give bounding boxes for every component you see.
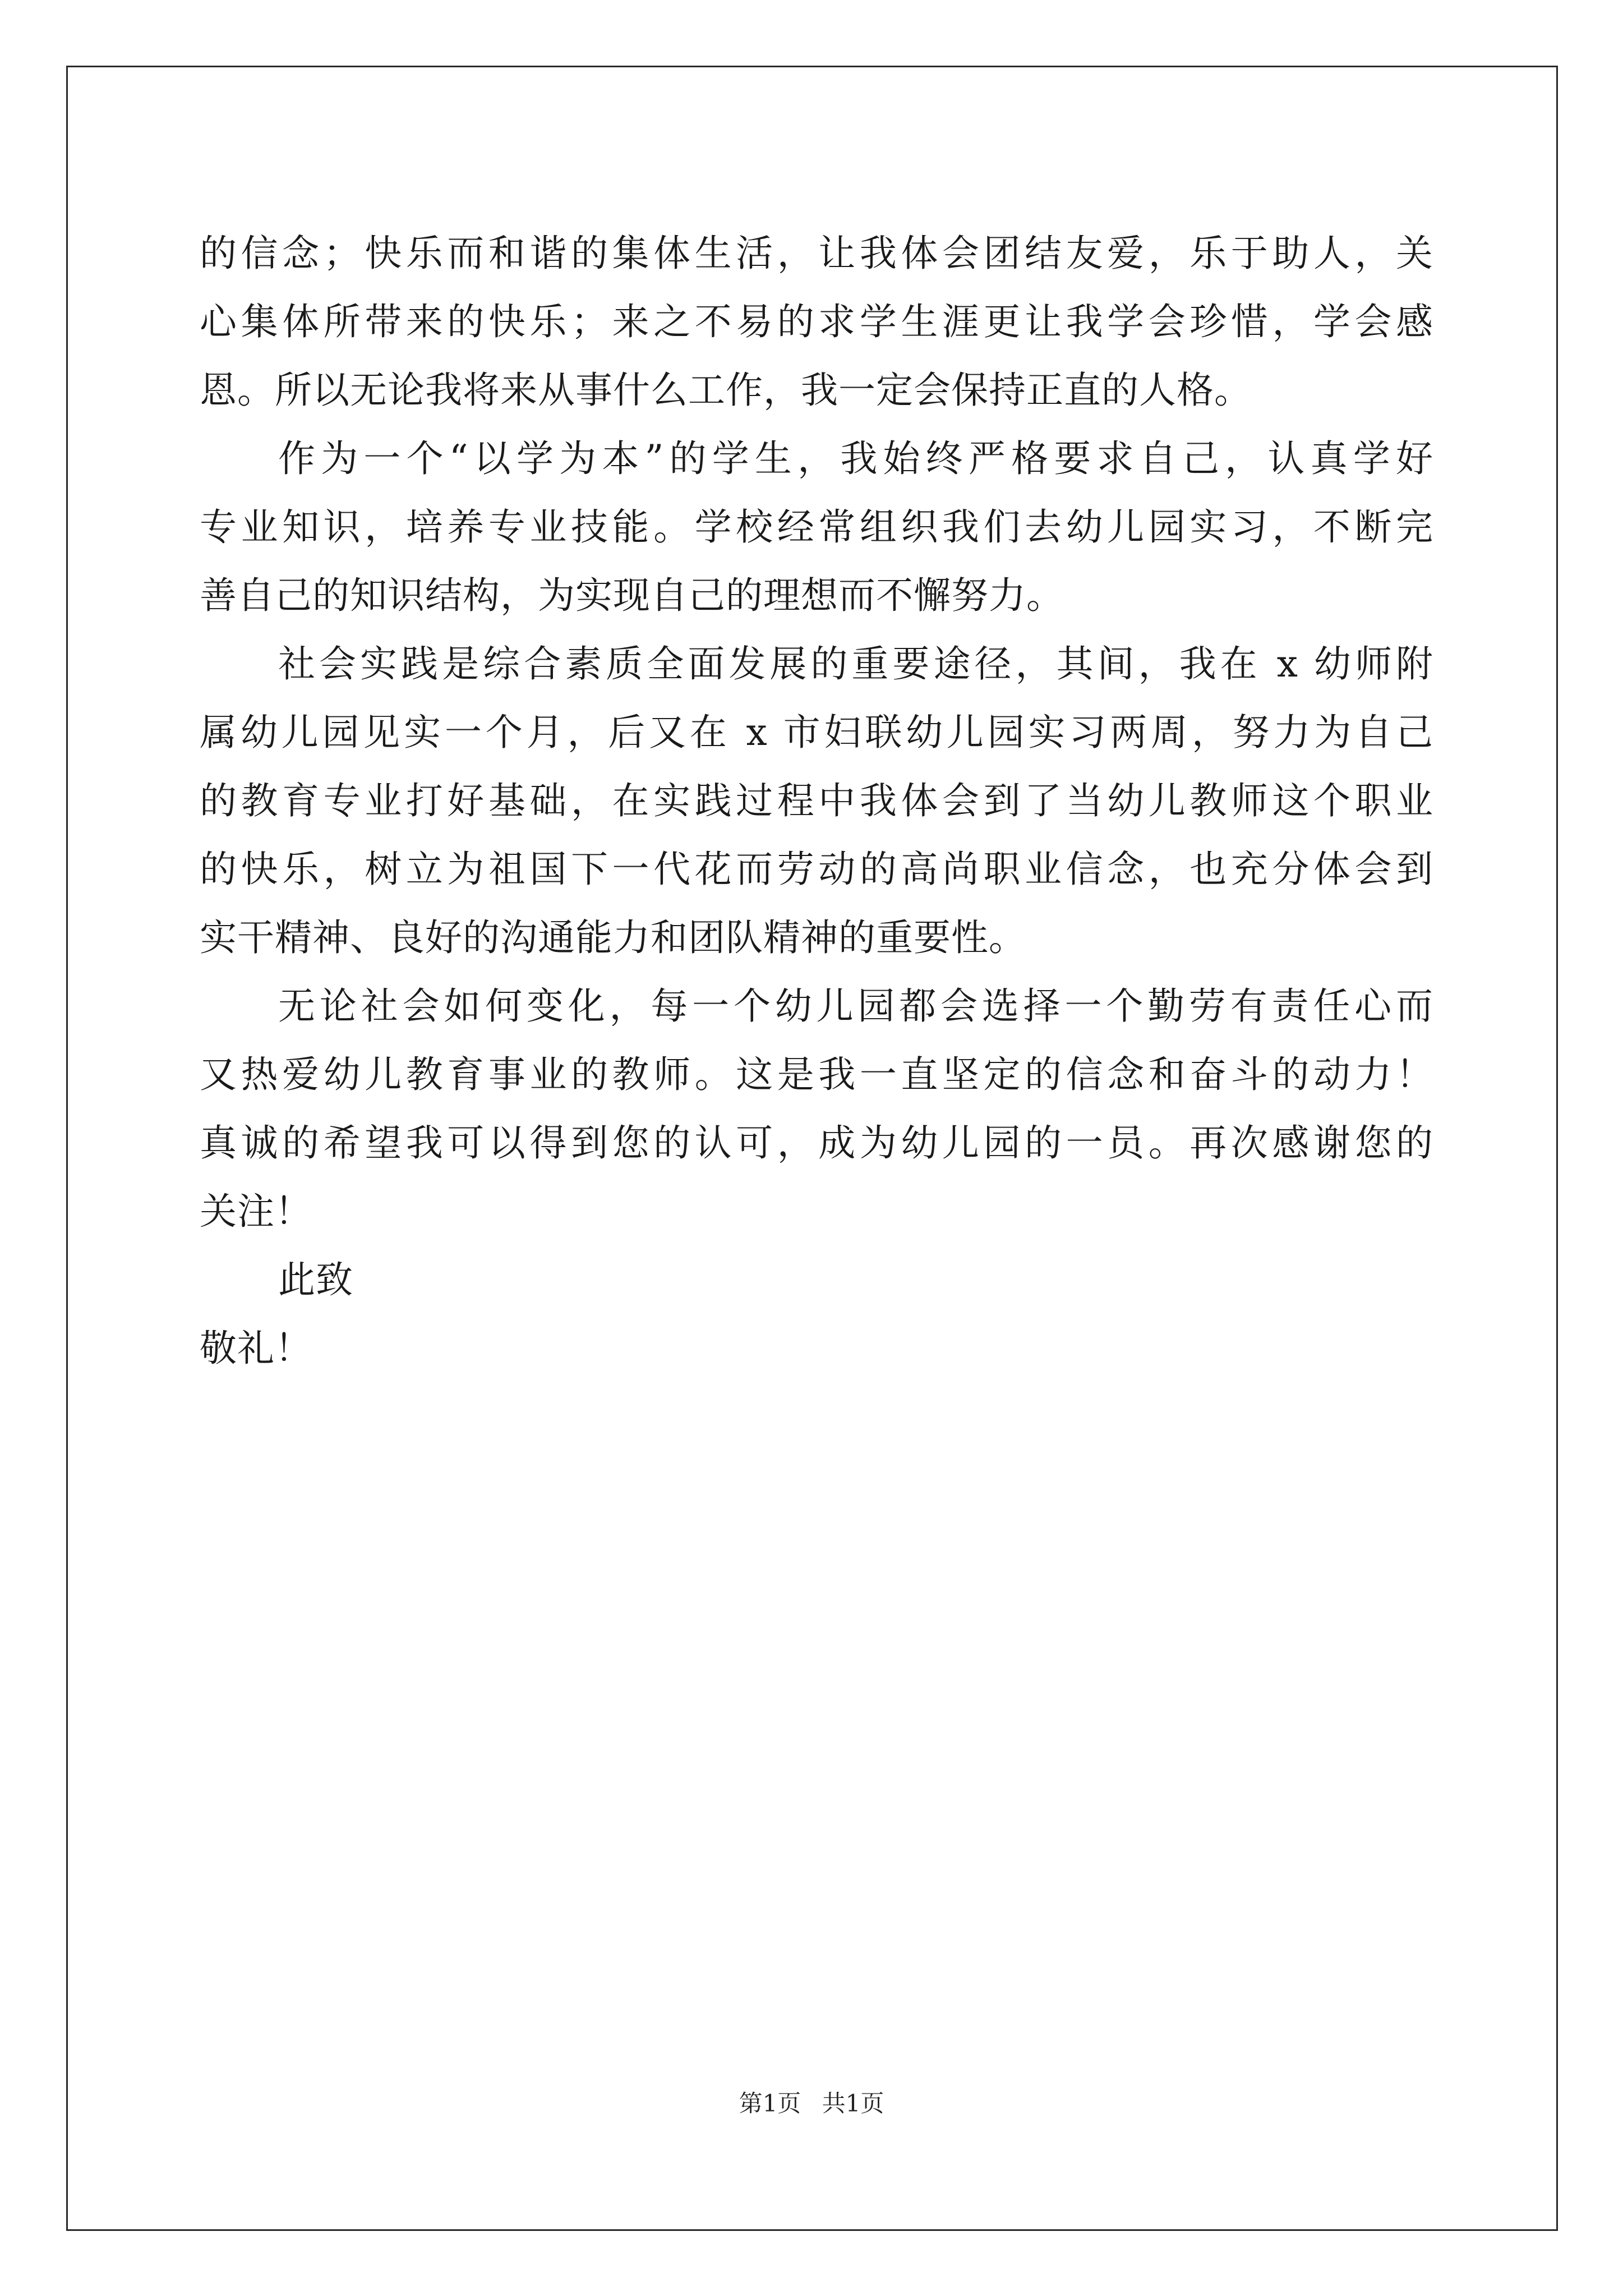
text-line: 关注！ <box>200 1190 312 1233</box>
text-line: 心集体所带来的快乐；来之不易的求学生涯更让我学会珍惜，学会感 <box>200 300 1433 343</box>
text-line: 又热爱幼儿教育事业的教师。这是我一直坚定的信念和奋斗的动力！ <box>200 1053 1433 1096</box>
text-line: 恩。所以无论我将来从事什么工作，我一定会保持正直的人格。 <box>200 369 1252 412</box>
closing-regards: 敬礼！ <box>200 1327 312 1370</box>
text-line: 的教育专业打好基础，在实践过程中我体会到了当幼儿教师这个职业 <box>200 779 1433 822</box>
page-number-current: 第1页 <box>739 2090 801 2117</box>
closing-salutation: 此致 <box>278 1258 353 1301</box>
text-line: 实干精神、良好的沟通能力和团队精神的重要性。 <box>200 916 1026 959</box>
text-line: 善自己的知识结构，为实现自己的理想而不懈努力。 <box>200 574 1064 617</box>
text-line: 的信念；快乐而和谐的集体生活，让我体会团结友爱，乐于助人，关 <box>200 232 1433 275</box>
page-footer <box>0 2087 1623 2120</box>
text-line: 的快乐，树立为祖国下一代花而劳动的高尚职业信念，也充分体会到 <box>200 848 1433 891</box>
text-line: 真诚的希望我可以得到您的认可，成为幼儿园的一员。再次感谢您的 <box>200 1121 1433 1165</box>
text-line: 专业知识，培养专业技能。学校经常组织我们去幼儿园实习，不断完 <box>200 505 1433 549</box>
paragraph-first-line: 无论社会如何变化，每一个幼儿园都会选择一个勤劳有责任心而 <box>278 984 1433 1028</box>
text-line: 属幼儿园见实一个月，后又在 x 市妇联幼儿园实习两周，努力为自己 <box>200 711 1433 754</box>
page-number-total: 共1页 <box>822 2090 884 2117</box>
paragraph-first-line: 社会实践是综合素质全面发展的重要途径，其间，我在 x 幼师附 <box>278 642 1433 685</box>
paragraph-first-line: 作为一个“以学为本”的学生，我始终严格要求自己，认真学好 <box>278 437 1433 480</box>
